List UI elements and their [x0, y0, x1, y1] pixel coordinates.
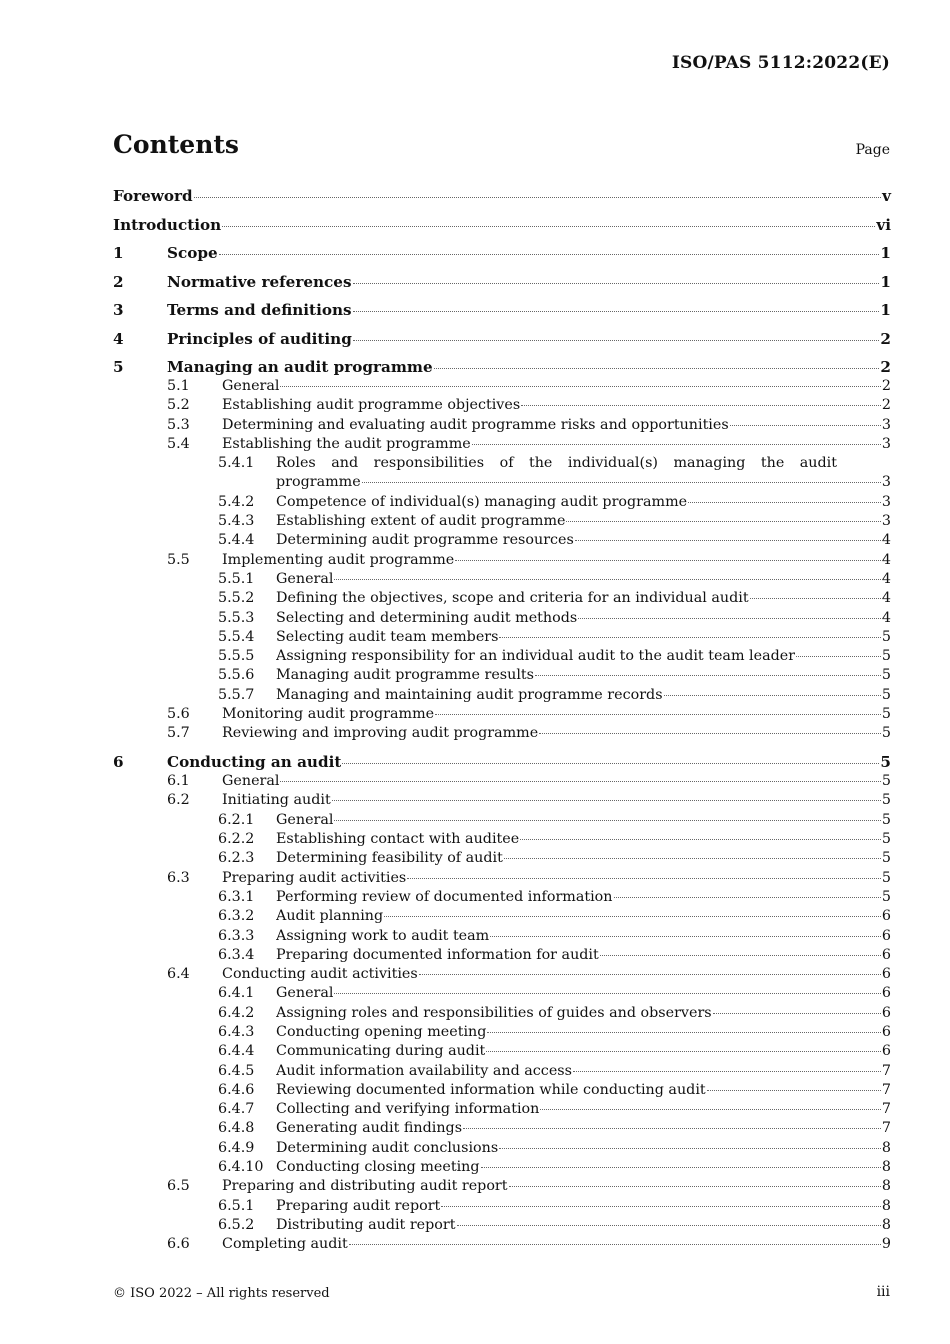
toc-entry-page: 3 [881, 474, 891, 491]
toc-entry[interactable] [113, 772, 891, 791]
toc-entry-page: 8 [881, 1139, 891, 1156]
toc-entry[interactable] [113, 186, 891, 206]
toc-entry-number: 5.1 [167, 378, 190, 394]
table-of-contents [113, 186, 891, 1255]
toc-entry[interactable] [113, 849, 891, 868]
toc-entry-number: 6 [113, 753, 124, 772]
toc-entry[interactable] [113, 215, 891, 235]
toc-entry-number: 6.5.1 [218, 1197, 255, 1214]
toc-entry-page: 8 [881, 1178, 891, 1195]
toc-entry[interactable] [113, 984, 891, 1003]
toc-entry-title: Scope [167, 244, 218, 262]
toc-entry[interactable] [113, 965, 891, 984]
dot-leader [353, 340, 880, 341]
toc-entry-number: 6.4.2 [218, 1004, 255, 1021]
toc-title-word: individual(s) [567, 455, 658, 472]
toc-entry-title: General [276, 985, 334, 1002]
toc-entry-number: 1 [113, 244, 124, 262]
toc-entry[interactable] [113, 1042, 891, 1061]
dot-leader [713, 1013, 881, 1014]
dot-leader [504, 858, 881, 859]
toc-entry-page: 6 [881, 927, 891, 944]
toc-entry-title: Preparing audit activities [222, 869, 407, 886]
toc-entry-title: Implementing audit programme [222, 551, 455, 568]
toc-entry-page: 7 [881, 1101, 891, 1118]
toc-entry-number: 3 [113, 301, 124, 319]
toc-entry-page: 5 [881, 725, 891, 742]
toc-entry-number: 6.5 [167, 1178, 190, 1195]
toc-entry[interactable] [113, 811, 891, 830]
dot-leader [499, 1148, 881, 1149]
dot-leader [539, 733, 881, 734]
toc-entry-title: Initiating audit [222, 792, 331, 809]
toc-entry-page: 5 [881, 773, 891, 790]
dot-leader [455, 560, 881, 561]
dot-leader [575, 540, 881, 541]
toc-entry[interactable] [113, 300, 891, 320]
toc-entry-page: 4 [881, 590, 891, 607]
toc-entry-title: General [276, 570, 334, 587]
toc-entry[interactable] [113, 907, 891, 926]
toc-entry-title: Determining feasibility of audit [276, 850, 503, 867]
toc-entry-number: 5 [113, 358, 124, 376]
dot-leader [664, 695, 881, 696]
toc-entry-number: 6.4.5 [218, 1062, 255, 1079]
toc-entry-title: Normative references [167, 272, 352, 291]
dot-leader [342, 763, 879, 764]
dot-leader [463, 1128, 881, 1129]
toc-entry-title: Performing review of documented information [276, 888, 613, 905]
toc-entry-title: Managing and maintaining audit programme records [276, 686, 663, 703]
toc-entry-title [276, 454, 891, 473]
toc-entry-number: 6.4 [167, 966, 190, 983]
toc-entry-number: 6.3.2 [218, 908, 255, 925]
dot-leader [334, 993, 880, 994]
toc-entry-number: 5.4.3 [218, 513, 255, 530]
toc-entry-number: 6.2.1 [218, 811, 255, 828]
toc-entry-page: 4 [881, 551, 891, 568]
toc-entry-page: 4 [881, 532, 891, 549]
dot-leader [353, 311, 880, 312]
dot-leader [332, 800, 881, 801]
toc-entry-number: 5.4.1 [218, 455, 255, 472]
toc-entry-number: 6.4.8 [218, 1120, 255, 1137]
toc-entry-title: Competence of individual(s) managing audit programme [276, 493, 688, 510]
toc-entry-number: 5.5 [167, 551, 190, 568]
toc-entry-title: Reviewing and improving audit programme [222, 725, 539, 742]
toc-entry-page: 3 [881, 435, 891, 452]
toc-entry-page: 7 [881, 1081, 891, 1098]
toc-entry-title: Determining audit programme resources [276, 532, 574, 549]
dot-leader [750, 598, 881, 599]
toc-entry-title: Establishing contact with auditee [276, 831, 520, 848]
dot-leader [349, 1244, 881, 1245]
toc-entry[interactable] [113, 357, 891, 377]
toc-entry-page: 6 [881, 1024, 891, 1040]
dot-leader [472, 444, 881, 445]
dot-leader [441, 1206, 881, 1207]
toc-entry-number: 6.3 [167, 869, 190, 886]
toc-entry-page: v [882, 187, 891, 205]
dot-leader [499, 637, 880, 638]
toc-entry[interactable] [113, 1235, 891, 1254]
toc-entry-page: 1 [880, 272, 891, 291]
toc-entry-title: Defining the objectives, scope and criteria for an individual audit [276, 590, 749, 607]
toc-entry[interactable] [113, 830, 891, 849]
toc-entry-title: Determining and evaluating audit programme risks and opportunities [222, 416, 729, 433]
dot-leader [219, 254, 880, 255]
toc-entry-page: 2 [881, 397, 891, 414]
page-title: Contents [113, 130, 240, 159]
toc-entry-number: 5.5.7 [218, 686, 255, 703]
toc-entry-number: 6.1 [167, 773, 190, 790]
toc-entry[interactable] [113, 1119, 891, 1138]
toc-entry[interactable] [113, 1139, 891, 1158]
toc-entry[interactable] [113, 946, 891, 965]
toc-entry-number: 6.4.9 [218, 1139, 255, 1156]
dot-leader [688, 502, 881, 503]
toc-title-word: the [528, 455, 553, 472]
dot-leader [384, 916, 881, 917]
toc-entry-title: Preparing and distributing audit report [222, 1178, 508, 1195]
toc-title-word: the [760, 455, 785, 472]
toc-entry-title: Establishing audit programme objectives [222, 397, 521, 414]
dot-leader [490, 936, 881, 937]
toc-title-word: of [499, 455, 514, 472]
dot-leader [509, 1186, 881, 1187]
toc-entry-page: 5 [881, 706, 891, 723]
toc-entry-page: 5 [881, 869, 891, 886]
toc-entry-title: Communicating during audit [276, 1043, 486, 1060]
toc-entry-title: Completing audit [222, 1236, 348, 1253]
toc-entry-page: 9 [881, 1236, 891, 1253]
toc-entry-title: Conducting audit activities [222, 966, 418, 983]
dot-leader [521, 405, 881, 406]
toc-entry-title: Collecting and verifying information [276, 1101, 540, 1118]
toc-entry-page: 7 [881, 1120, 891, 1137]
dot-leader [334, 579, 880, 580]
toc-entry[interactable] [113, 1023, 891, 1042]
toc-entry-title: Preparing documented information for audit [276, 946, 599, 963]
toc-entry-number: 6.3.3 [218, 927, 255, 944]
toc-entry[interactable] [113, 724, 891, 743]
toc-entry[interactable] [113, 1197, 891, 1216]
toc-entry-page: 5 [881, 667, 891, 684]
page-number: iii [876, 1284, 890, 1300]
toc-entry[interactable] [113, 435, 891, 454]
page-column-label: Page [855, 142, 890, 158]
toc-entry[interactable] [113, 512, 891, 531]
toc-entry[interactable] [113, 1004, 891, 1023]
dot-leader [578, 618, 881, 619]
toc-title-word: managing [673, 455, 746, 472]
dot-leader [222, 226, 875, 227]
dot-leader [194, 197, 882, 198]
toc-entry-number: 6.4.10 [218, 1159, 264, 1176]
toc-entry-number: 6.4.6 [218, 1081, 255, 1098]
toc-entry-title: Audit information availability and access [276, 1062, 572, 1079]
toc-title-word: Roles [276, 455, 316, 472]
dot-leader [540, 1109, 881, 1110]
toc-entry[interactable] [113, 551, 891, 570]
toc-entry-page: 1 [880, 301, 891, 319]
toc-entry[interactable] [113, 570, 891, 589]
toc-entry-page: 2 [880, 329, 891, 348]
toc-entry[interactable] [113, 396, 891, 415]
toc-entry-number: 6.4.3 [218, 1024, 255, 1040]
toc-entry-title: Determining audit conclusions [276, 1139, 499, 1156]
toc-entry-page: 3 [881, 416, 891, 433]
toc-entry-page: 6 [881, 966, 891, 983]
toc-entry-number: 2 [113, 272, 124, 291]
toc-entry-page: 6 [881, 946, 891, 963]
dot-leader [457, 1225, 881, 1226]
toc-entry-number: 5.5.6 [218, 667, 255, 684]
toc-entry[interactable] [113, 705, 891, 724]
toc-entry-title: Foreword [113, 187, 193, 205]
toc-entry-title: Establishing the audit programme [222, 435, 471, 452]
toc-entry[interactable] [113, 1216, 891, 1235]
dot-leader [520, 839, 881, 840]
dot-leader [730, 425, 881, 426]
toc-entry-number: 4 [113, 329, 124, 348]
toc-entry[interactable] [113, 377, 891, 396]
toc-entry[interactable] [113, 609, 891, 628]
toc-entry-page: 5 [881, 850, 891, 867]
dot-leader [353, 283, 880, 284]
toc-entry[interactable] [113, 416, 891, 435]
toc-entry-number: 6.4.1 [218, 985, 255, 1002]
dot-leader [796, 656, 881, 657]
toc-entry-title: Conducting closing meeting [276, 1159, 480, 1176]
toc-entry-page: 3 [881, 493, 891, 510]
toc-entry-number: 5.4 [167, 435, 190, 452]
toc-entry[interactable] [113, 1081, 891, 1100]
toc-entry-number: 5.4.2 [218, 493, 255, 510]
dot-leader [280, 781, 880, 782]
dot-leader [362, 482, 881, 483]
dot-leader [707, 1090, 881, 1091]
toc-entry-title: General [222, 773, 280, 790]
toc-entry-page: 2 [881, 378, 891, 394]
dot-leader [334, 820, 880, 821]
toc-entry-title: Audit planning [276, 908, 384, 925]
toc-entry-number: 6.3.1 [218, 888, 255, 905]
toc-entry-title: Preparing audit report [276, 1197, 441, 1214]
toc-entry[interactable] [113, 869, 891, 888]
toc-entry-page: 3 [881, 513, 891, 530]
toc-entry-page: 4 [881, 570, 891, 587]
dot-leader [600, 955, 881, 956]
dot-leader [487, 1032, 880, 1033]
toc-entry-number: 5.2 [167, 397, 190, 414]
toc-entry-page: 5 [881, 888, 891, 905]
toc-entry[interactable] [113, 686, 891, 705]
toc-entry[interactable] [113, 628, 891, 647]
toc-entry-title: Selecting and determining audit methods [276, 609, 578, 626]
toc-entry-title: Assigning roles and responsibilities of guides and observers [276, 1004, 712, 1021]
toc-entry-number: 5.7 [167, 725, 190, 742]
toc-title-word: responsibilities [373, 455, 485, 472]
toc-entry-title: Assigning responsibility for an individual audit to the audit team leader [276, 648, 796, 665]
toc-entry-page: 7 [881, 1062, 891, 1079]
toc-entry[interactable] [113, 589, 891, 608]
toc-entry-title: Reviewing documented information while conducting audit [276, 1081, 706, 1098]
toc-entry[interactable] [113, 927, 891, 946]
toc-entry-number: 5.4.4 [218, 532, 255, 549]
document-id: ISO/PAS 5112:2022(E) [671, 53, 890, 73]
toc-entry-number: 5.3 [167, 416, 190, 433]
toc-entry-page: 5 [881, 628, 891, 645]
toc-entry-title: Conducting opening meeting [276, 1024, 487, 1040]
toc-entry-number: 6.2.2 [218, 831, 255, 848]
toc-entry[interactable] [113, 888, 891, 907]
toc-entry-number: 5.5.3 [218, 609, 255, 626]
copyright-notice: © ISO 2022 – All rights reserved [113, 1286, 330, 1301]
toc-entry-number: 5.5.5 [218, 648, 255, 665]
dot-leader [280, 386, 880, 387]
toc-entry-title: Introduction [113, 215, 222, 234]
toc-entry[interactable] [113, 647, 891, 666]
toc-entry[interactable] [113, 1177, 891, 1196]
dot-leader [435, 714, 881, 715]
toc-entry-title: General [276, 811, 334, 828]
toc-entry-page: 5 [881, 831, 891, 848]
toc-entry-page: 6 [881, 908, 891, 925]
toc-title-word: and [331, 455, 359, 472]
dot-leader [434, 368, 880, 369]
toc-entry[interactable] [113, 791, 891, 810]
toc-entry-number: 6.2.3 [218, 850, 255, 867]
toc-entry-page: 4 [881, 609, 891, 626]
toc-entry[interactable] [113, 493, 891, 512]
toc-entry-number: 6.3.4 [218, 946, 255, 963]
toc-entry-title: Managing audit programme results [276, 667, 534, 684]
dot-leader [614, 897, 881, 898]
toc-entry-number: 5.5.1 [218, 570, 255, 587]
toc-entry-page: 8 [881, 1216, 891, 1233]
toc-entry[interactable] [113, 1158, 891, 1177]
toc-entry-title: Terms and definitions [167, 301, 352, 319]
toc-entry-page: 5 [881, 792, 891, 809]
dot-leader [419, 974, 881, 975]
toc-entry-title: Generating audit findings [276, 1120, 463, 1137]
toc-entry[interactable] [113, 1100, 891, 1119]
toc-entry-number: 5.5.2 [218, 590, 255, 607]
toc-entry-page: 2 [880, 358, 891, 376]
dot-leader [486, 1051, 881, 1052]
toc-entry-page: 1 [880, 244, 891, 262]
toc-entry-page: 6 [881, 1004, 891, 1021]
toc-entry-number: 6.4.7 [218, 1101, 255, 1118]
toc-title-word: audit [799, 455, 837, 472]
toc-entry[interactable] [113, 243, 891, 263]
toc-entry[interactable] [113, 454, 891, 493]
toc-entry[interactable] [113, 272, 891, 292]
toc-entry-page: 5 [881, 811, 891, 828]
toc-entry-page: 8 [881, 1159, 891, 1176]
toc-entry-number: 5.5.4 [218, 628, 255, 645]
toc-entry[interactable] [113, 1062, 891, 1081]
dot-leader [573, 1071, 881, 1072]
toc-entry-page: 6 [881, 985, 891, 1002]
toc-entry-title-continued: programme [276, 474, 361, 491]
dot-leader [566, 521, 880, 522]
toc-entry-page: 5 [881, 686, 891, 703]
toc-entry-page: 8 [881, 1197, 891, 1214]
dot-leader [481, 1167, 881, 1168]
toc-entry-number: 6.2 [167, 792, 190, 809]
toc-entry-title: Monitoring audit programme [222, 706, 435, 723]
toc-entry[interactable] [113, 752, 891, 772]
toc-entry-title: Distributing audit report [276, 1216, 456, 1233]
toc-entry-title: Principles of auditing [167, 329, 352, 348]
toc-entry-title: Assigning work to audit team [276, 927, 490, 944]
toc-entry-title: Selecting audit team members [276, 628, 499, 645]
toc-entry-number: 5.6 [167, 706, 190, 723]
toc-entry-number: 6.5.2 [218, 1216, 255, 1233]
toc-entry[interactable] [113, 531, 891, 550]
toc-entry[interactable] [113, 666, 891, 685]
toc-entry-number: 6.6 [167, 1236, 190, 1253]
toc-entry-page: vi [876, 215, 891, 234]
toc-entry-title: Managing an audit programme [167, 358, 433, 376]
toc-entry-number: 6.4.4 [218, 1043, 255, 1060]
toc-entry-title: Establishing extent of audit programme [276, 513, 566, 530]
toc-entry[interactable] [113, 329, 891, 349]
toc-entry-page: 5 [881, 648, 891, 665]
toc-entry-page: 6 [881, 1043, 891, 1060]
dot-leader [407, 878, 881, 879]
toc-entry-title: Conducting an audit [167, 753, 342, 772]
toc-entry-page: 5 [880, 753, 891, 772]
dot-leader [535, 675, 881, 676]
toc-entry-title: General [222, 378, 280, 394]
